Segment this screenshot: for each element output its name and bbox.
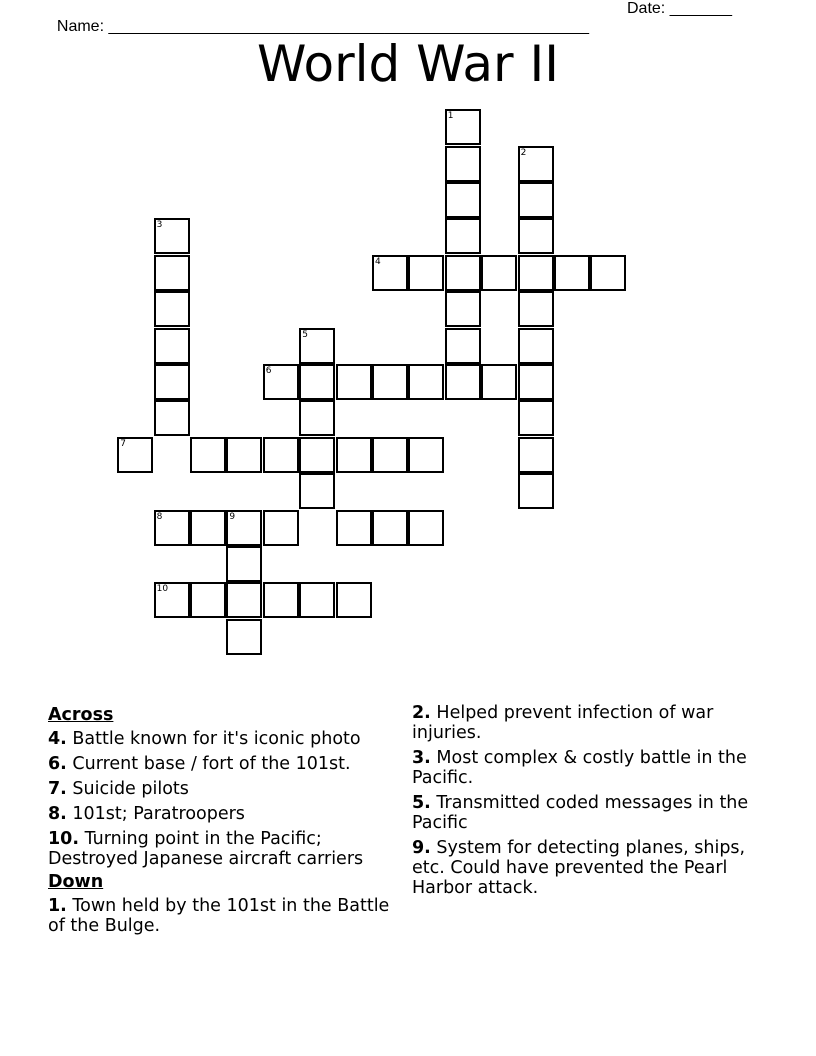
grid-cell[interactable] xyxy=(190,437,226,473)
grid-cell[interactable] xyxy=(518,255,554,291)
grid-cell[interactable] xyxy=(518,218,554,254)
clue-across-10 xyxy=(48,829,398,869)
grid-cell[interactable] xyxy=(481,255,517,291)
grid-cell[interactable] xyxy=(336,364,372,400)
grid-cell[interactable] xyxy=(154,364,190,400)
grid-cell[interactable] xyxy=(299,473,335,509)
clue-text: Transmitted coded messages in the Pacific xyxy=(412,793,749,833)
grid-cell[interactable] xyxy=(336,437,372,473)
clue-text: Helped prevent infection of war injuries. xyxy=(412,703,714,743)
grid-cell[interactable] xyxy=(445,182,481,218)
clue-number: 3. xyxy=(412,748,431,768)
grid-cell[interactable] xyxy=(445,328,481,364)
grid-cell[interactable] xyxy=(518,400,554,436)
clue-text: Suicide pilots xyxy=(72,779,189,799)
grid-cell[interactable] xyxy=(299,328,335,364)
clue-number-label: 2 xyxy=(520,147,527,158)
grid-cell[interactable] xyxy=(518,364,554,400)
clue-down-1 xyxy=(48,896,398,936)
clue-text: 101st; Paratroopers xyxy=(72,804,245,824)
grid-cell[interactable] xyxy=(372,255,408,291)
grid-cell[interactable] xyxy=(408,255,444,291)
down-heading: Down xyxy=(48,872,104,892)
grid-cell[interactable] xyxy=(518,328,554,364)
grid-cell[interactable] xyxy=(554,255,590,291)
grid-cell[interactable] xyxy=(154,218,190,254)
grid-cell[interactable] xyxy=(518,473,554,509)
clue-number: 1. xyxy=(48,896,67,916)
grid-cell[interactable] xyxy=(154,328,190,364)
grid-cell[interactable] xyxy=(445,218,481,254)
grid-cell[interactable] xyxy=(372,510,408,546)
grid-cell[interactable] xyxy=(445,146,481,182)
grid-cell[interactable] xyxy=(518,437,554,473)
grid-cell[interactable] xyxy=(190,510,226,546)
grid-cell[interactable] xyxy=(590,255,626,291)
clue-number: 10. xyxy=(48,829,80,849)
clue-number-label: 6 xyxy=(265,366,272,376)
grid-cell[interactable] xyxy=(299,364,335,400)
grid-cell[interactable] xyxy=(445,364,481,400)
clue-number-label: 8 xyxy=(156,511,163,522)
grid-cell[interactable] xyxy=(263,364,299,400)
grid-cell[interactable] xyxy=(372,437,408,473)
grid-cell[interactable] xyxy=(336,510,372,546)
grid-cell[interactable] xyxy=(518,291,554,327)
grid-cell[interactable] xyxy=(263,582,299,618)
clue-across-8 xyxy=(48,804,398,824)
clue-number: 4. xyxy=(48,729,67,749)
grid-cell[interactable] xyxy=(263,510,299,546)
grid-cell[interactable] xyxy=(408,364,444,400)
grid-cell[interactable] xyxy=(154,510,190,546)
grid-cell[interactable] xyxy=(518,146,554,182)
clue-down-5 xyxy=(412,793,772,833)
name-field[interactable]: Name: ______________________________________________________ xyxy=(56,18,589,35)
clue-number: 5. xyxy=(412,793,431,813)
grid-cell[interactable] xyxy=(154,291,190,327)
grid-cell[interactable] xyxy=(445,255,481,291)
clue-down-3 xyxy=(412,748,772,788)
clue-down-2 xyxy=(412,703,772,743)
clue-across-7 xyxy=(48,779,398,799)
grid-cell[interactable] xyxy=(445,291,481,327)
grid-cell[interactable] xyxy=(154,400,190,436)
clue-number-label: 10 xyxy=(156,584,169,595)
across-heading: Across xyxy=(48,705,114,725)
grid-cell[interactable] xyxy=(226,546,262,582)
clue-number: 9. xyxy=(412,838,431,858)
clues-left-column xyxy=(48,703,398,941)
grid-cell[interactable] xyxy=(226,510,262,546)
grid-cell[interactable] xyxy=(481,364,517,400)
clue-text: Battle known for it's iconic photo xyxy=(72,729,361,749)
clue-number-label: 4 xyxy=(375,256,381,267)
clue-down-9 xyxy=(412,838,772,898)
clue-text: Current base / fort of the 101st. xyxy=(72,754,351,774)
clue-number-label: 9 xyxy=(229,511,236,522)
grid-cell[interactable] xyxy=(299,582,335,618)
clue-number-label: 3 xyxy=(156,220,163,231)
clue-number: 2. xyxy=(412,703,431,723)
date-field[interactable]: Date: _______ xyxy=(627,0,732,17)
grid-cell[interactable] xyxy=(226,437,262,473)
clue-across-4 xyxy=(48,729,398,749)
clue-text: Turning point in the Pacific; Destroyed Japanese aircraft carriers xyxy=(48,829,364,869)
clue-number: 8. xyxy=(48,804,67,824)
clue-number: 7. xyxy=(48,779,67,799)
clue-text: Most complex & costly battle in the Pacific. xyxy=(412,748,747,788)
clue-number-label: 1 xyxy=(447,111,454,122)
clue-text: Town held by the 101st in the Battle of the Bulge. xyxy=(48,896,390,936)
clue-number-label: 7 xyxy=(120,438,126,449)
grid-cell[interactable] xyxy=(408,510,444,546)
clues-right-column xyxy=(412,703,772,903)
grid-cell[interactable] xyxy=(408,437,444,473)
grid-cell[interactable] xyxy=(226,582,262,618)
grid-cell[interactable] xyxy=(154,582,190,618)
grid-cell[interactable] xyxy=(154,255,190,291)
grid-cell[interactable] xyxy=(518,182,554,218)
clue-across-6 xyxy=(48,754,398,774)
grid-cell[interactable] xyxy=(299,437,335,473)
grid-cell[interactable] xyxy=(263,437,299,473)
clue-text: System for detecting planes, ships, etc. Could have prevented the Pearl Harbor attack. xyxy=(412,838,746,898)
clue-number-label: 5 xyxy=(302,329,308,340)
grid-cell[interactable] xyxy=(190,582,226,618)
grid-cell[interactable] xyxy=(299,400,335,436)
grid-cell[interactable] xyxy=(372,364,408,400)
grid-cell[interactable] xyxy=(445,109,481,145)
grid-cell[interactable] xyxy=(226,619,262,655)
page-title: World War II xyxy=(256,35,559,93)
grid-cell[interactable] xyxy=(117,437,153,473)
grid-cell[interactable] xyxy=(336,582,372,618)
clue-number: 6. xyxy=(48,754,67,774)
